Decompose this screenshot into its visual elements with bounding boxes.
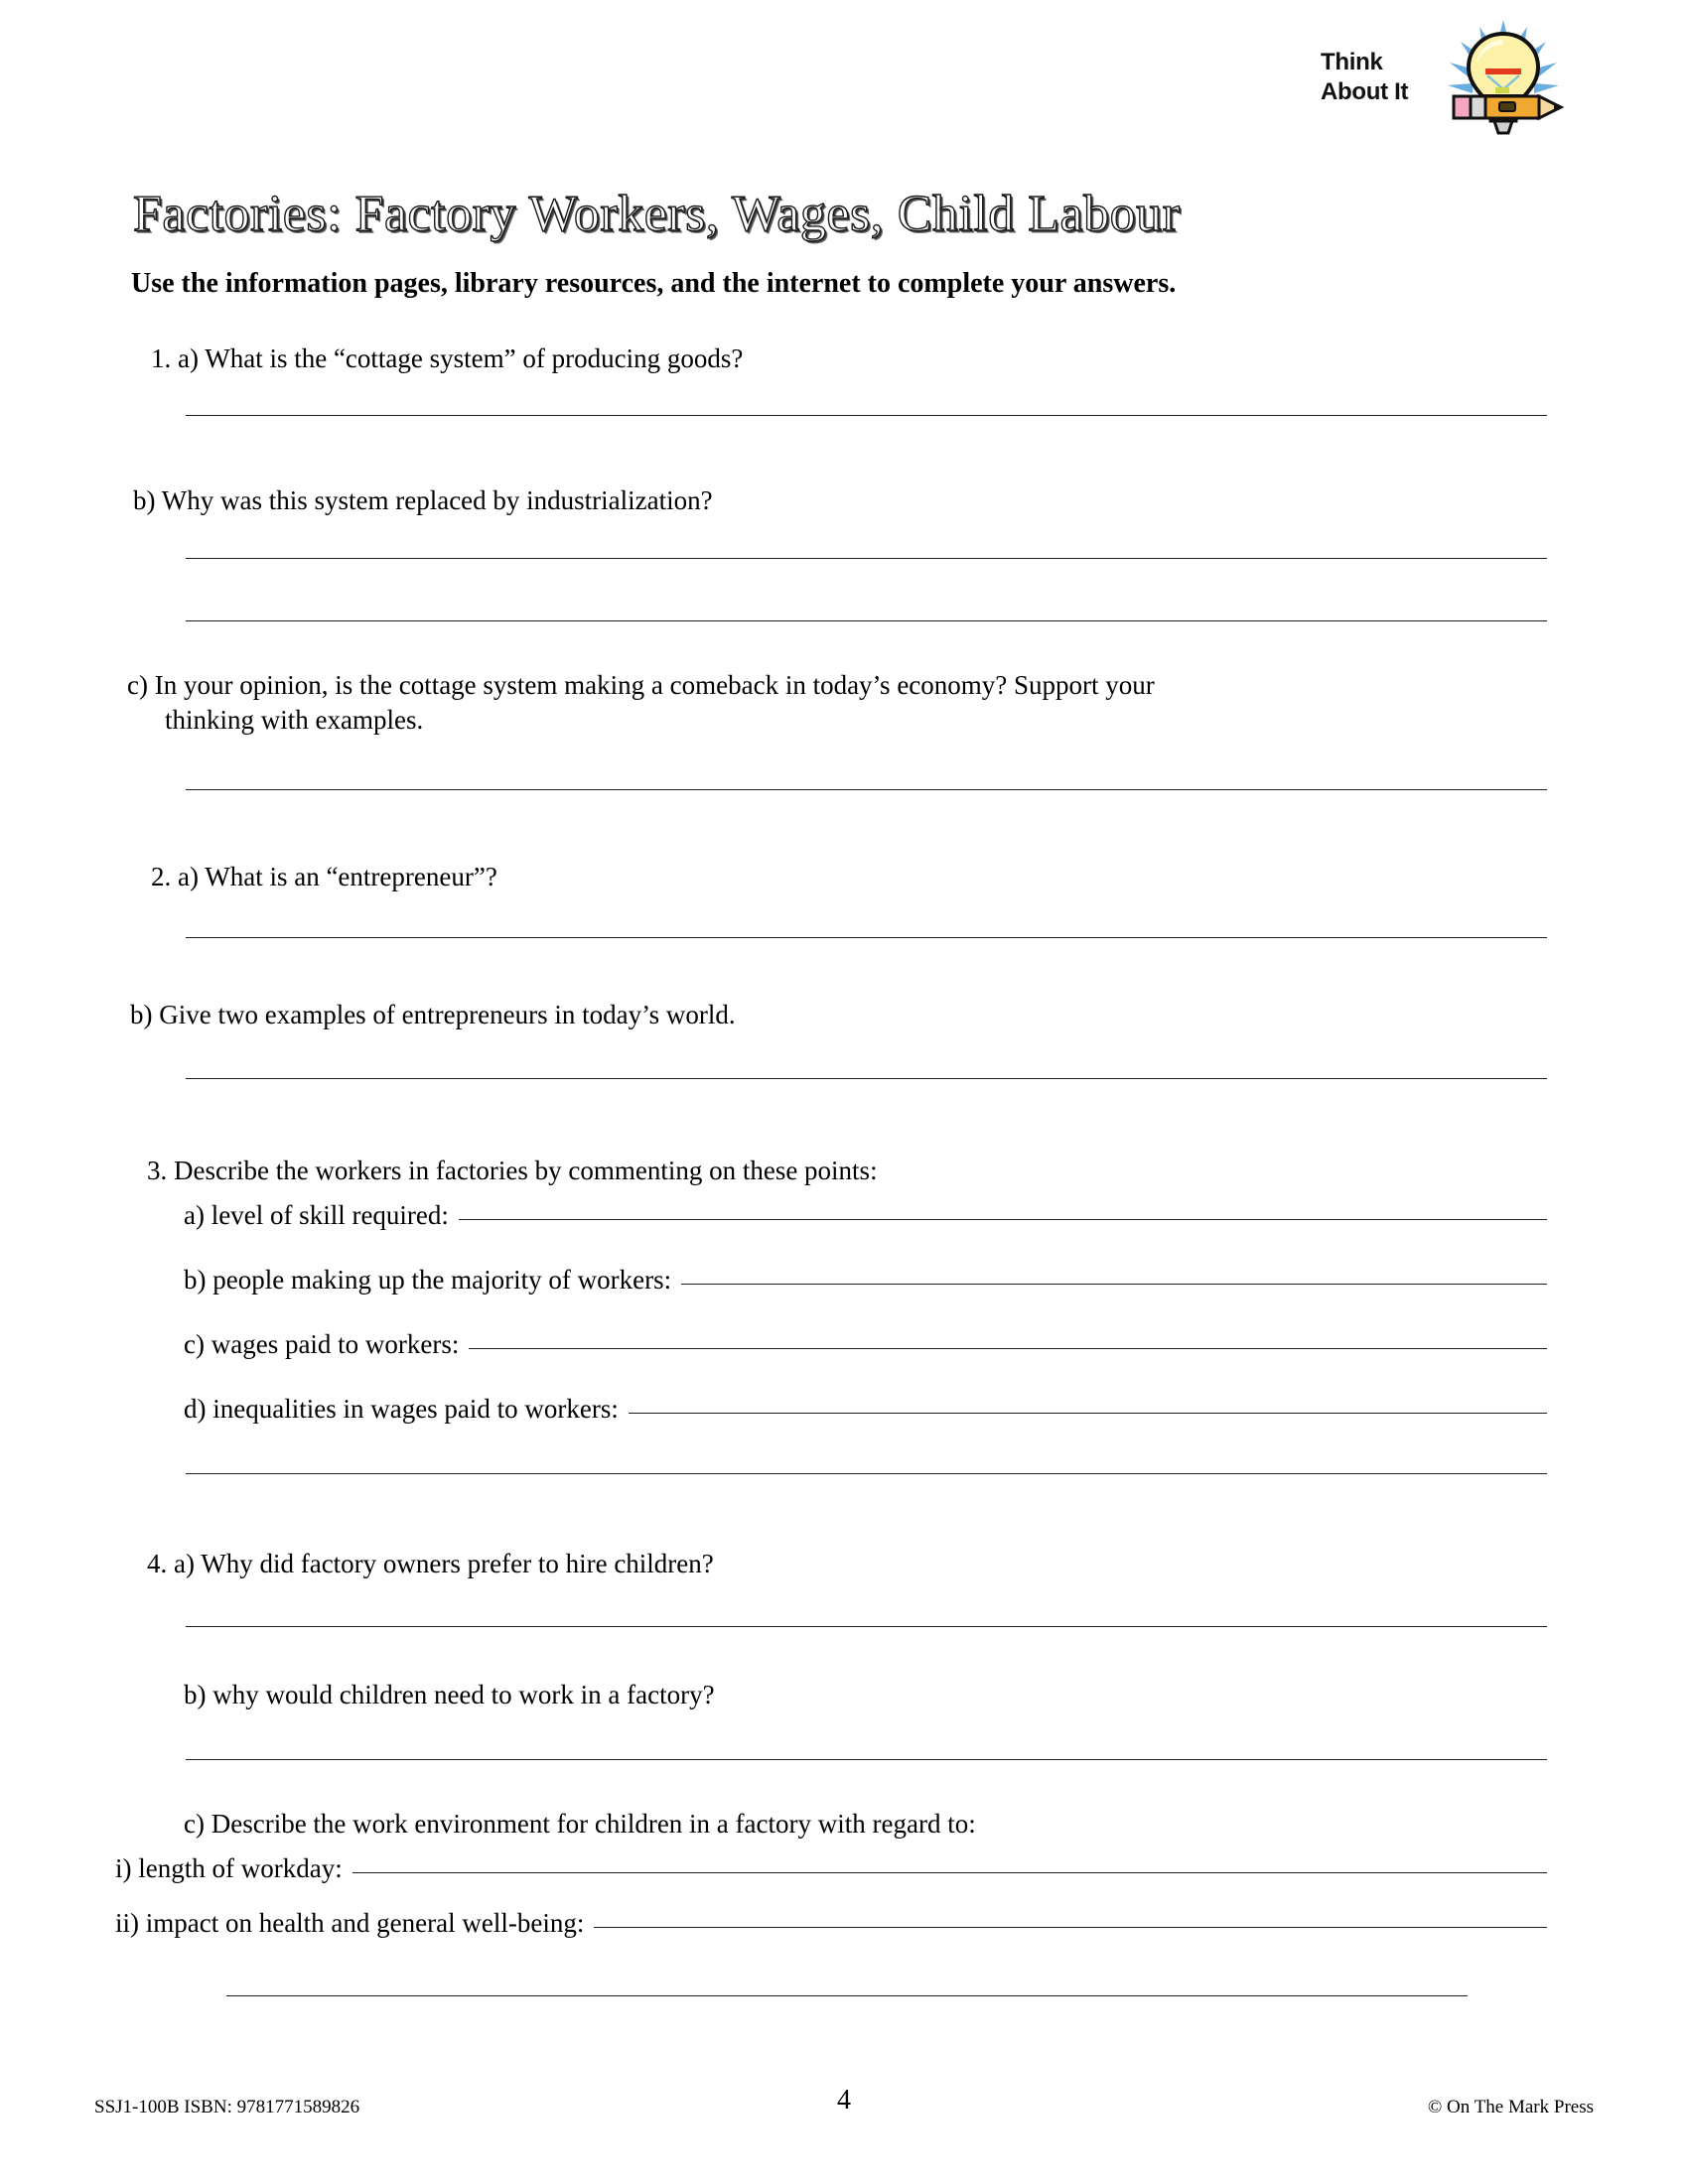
question-3d-label: d) inequalities in wages paid to workers: <box>184 1394 619 1424</box>
question-4c-text: c) Describe the work environment for children in a factory with regard to: <box>184 1809 976 1839</box>
answer-line-3d[interactable] <box>629 1413 1547 1414</box>
answer-line-3a[interactable] <box>459 1219 1547 1220</box>
logo-line-2: About It <box>1321 78 1409 105</box>
lightbulb-pencil-icon <box>1428 18 1579 147</box>
answer-line-4a-1[interactable] <box>186 1626 1547 1627</box>
instruction-text: Use the information pages, library resources, and the internet to complete your answers. <box>131 268 1177 299</box>
question-1a-text: 1. a) What is the “cottage system” of producing goods? <box>151 343 744 373</box>
answer-line-3-continuation[interactable] <box>186 1473 1547 1474</box>
question-4c-i-row <box>115 1851 1547 1886</box>
question-2a-text: 2. a) What is an “entrepreneur”? <box>151 862 497 891</box>
answer-line-4c-i[interactable] <box>352 1872 1547 1873</box>
question-3a-row <box>184 1198 1547 1233</box>
question-4c-ii-row <box>115 1906 1547 1941</box>
answer-line-3b[interactable] <box>681 1284 1547 1285</box>
page-title: Factories: Factory Workers, Wages, Child Labour <box>133 186 1181 242</box>
question-3c-row <box>184 1327 1547 1362</box>
question-4b-text: b) why would children need to work in a factory? <box>184 1680 715 1709</box>
answer-line-1c-1[interactable] <box>186 789 1547 790</box>
answer-line-4b-1[interactable] <box>186 1759 1547 1760</box>
question-4c-ii-label: ii) impact on health and general well-being: <box>115 1908 585 1938</box>
question-4a-text: 4. a) Why did factory owners prefer to hire children? <box>147 1549 714 1578</box>
question-4c-i-label: i) length of workday: <box>115 1853 343 1883</box>
answer-line-4c-continuation[interactable] <box>226 1995 1468 1996</box>
question-3a-label: a) level of skill required: <box>184 1200 449 1230</box>
question-3c-label: c) wages paid to workers: <box>184 1329 460 1359</box>
answer-line-4c-ii[interactable] <box>594 1927 1547 1928</box>
answer-line-2b-1[interactable] <box>186 1078 1547 1079</box>
question-3b-label: b) people making up the majority of workers: <box>184 1265 672 1295</box>
question-2b-text: b) Give two examples of entrepreneurs in today’s world. <box>130 1000 736 1029</box>
question-3b-row <box>184 1263 1547 1297</box>
question-3-text: 3. Describe the workers in factories by commenting on these points: <box>147 1156 878 1185</box>
footer-code: SSJ1-100B ISBN: 9781771589826 <box>94 2097 360 2117</box>
question-1c-text-line-1: c) In your opinion, is the cottage system making a comeback in today’s economy? Support your <box>127 670 1155 700</box>
answer-line-3c[interactable] <box>469 1348 1547 1349</box>
question-3d-row <box>184 1392 1547 1427</box>
footer-copyright: © On The Mark Press <box>1427 2097 1594 2117</box>
logo-line-1: Think <box>1321 49 1383 75</box>
answer-line-1b-1[interactable] <box>186 558 1547 559</box>
answer-line-2a-1[interactable] <box>186 937 1547 938</box>
answer-line-1b-2[interactable] <box>186 620 1547 621</box>
logo-text <box>1321 48 1440 107</box>
question-1c-text-line-2: thinking with examples. <box>165 705 424 735</box>
answer-line-1a-1[interactable] <box>186 415 1547 416</box>
page-number: 4 <box>837 2085 851 2116</box>
question-1b-text: b) Why was this system replaced by industrialization? <box>133 485 713 515</box>
think-about-it-logo <box>1321 18 1579 147</box>
